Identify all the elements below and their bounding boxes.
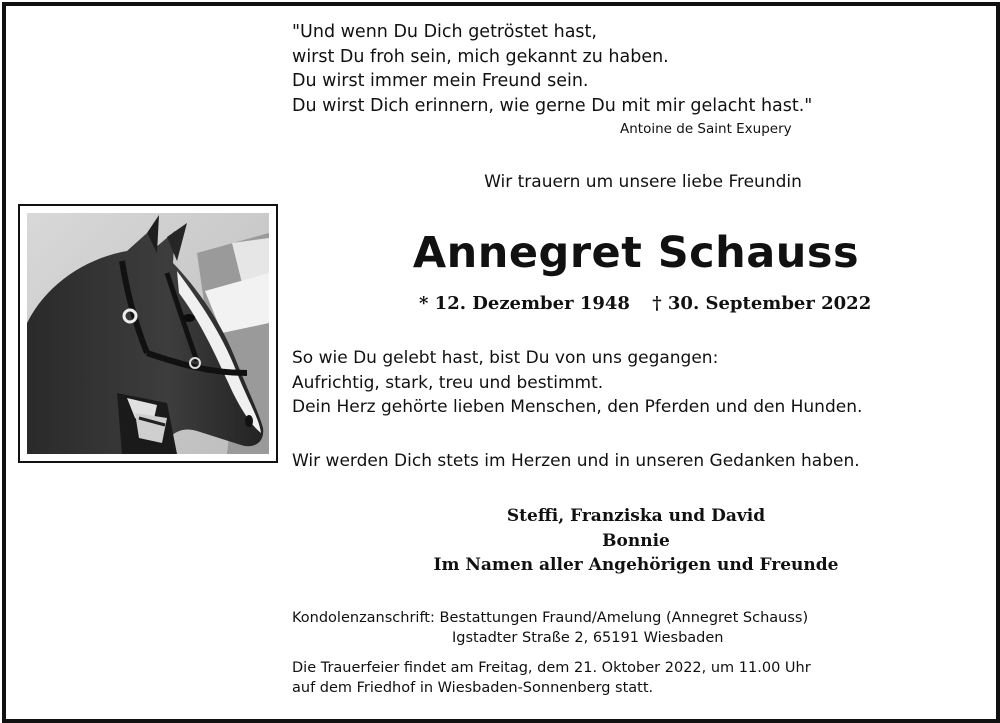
life-dates — [419, 293, 871, 314]
birth-date: * 12. Dezember 1948 — [419, 293, 630, 314]
signers-block — [0, 504, 1000, 578]
quote-author: Antoine de Saint Exupery — [620, 121, 792, 137]
quote-line: Du wirst Dich erinnern, wie gerne Du mit mir gelacht hast." — [292, 95, 813, 116]
closing-thought: Wir werden Dich stets im Herzen und in unseren Gedanken haben. — [292, 451, 860, 471]
condolence-address — [292, 608, 808, 648]
death-date: † 30. September 2022 — [652, 293, 872, 314]
signer-line: Steffi, Franziska und David — [506, 506, 766, 526]
condolence-line-2: Igstadter Straße 2, 65191 Wiesbaden — [452, 630, 724, 646]
verse-block — [292, 346, 862, 420]
quote-line: "Und wenn Du Dich getröstet hast, — [292, 22, 597, 42]
signer-line: Im Namen aller Angehörigen und Freunde — [433, 555, 839, 575]
quote-line: Du wirst immer mein Freund sein. — [292, 71, 589, 91]
verse-line: So wie Du gelebt hast, bist Du von uns gegangen: — [292, 348, 719, 368]
intro-text: Wir trauern um unsere liebe Freundin — [484, 172, 802, 192]
ceremony-info — [292, 658, 811, 698]
signer-line: Bonnie — [602, 530, 670, 551]
ceremony-line: Die Trauerfeier findet am Freitag, dem 21. Oktober 2022, um 11.00 Uhr — [292, 660, 811, 676]
quote-line: wirst Du froh sein, mich gekannt zu haben. — [292, 46, 669, 67]
quote-block — [292, 20, 812, 118]
verse-line: Aufrichtig, stark, treu und bestimmt. — [292, 372, 604, 393]
ceremony-line: auf dem Friedhof in Wiesbaden-Sonnenberg statt. — [292, 680, 654, 696]
verse-line: Dein Herz gehörte lieben Menschen, den Pferden und den Hunden. — [292, 397, 863, 417]
condolence-line-1: Bestattungen Fraund/Amelung (Annegret Schauss) — [439, 610, 809, 626]
deceased-name: Annegret Schauss — [412, 228, 860, 278]
condolence-label: Kondolenzanschrift: — [292, 610, 435, 626]
